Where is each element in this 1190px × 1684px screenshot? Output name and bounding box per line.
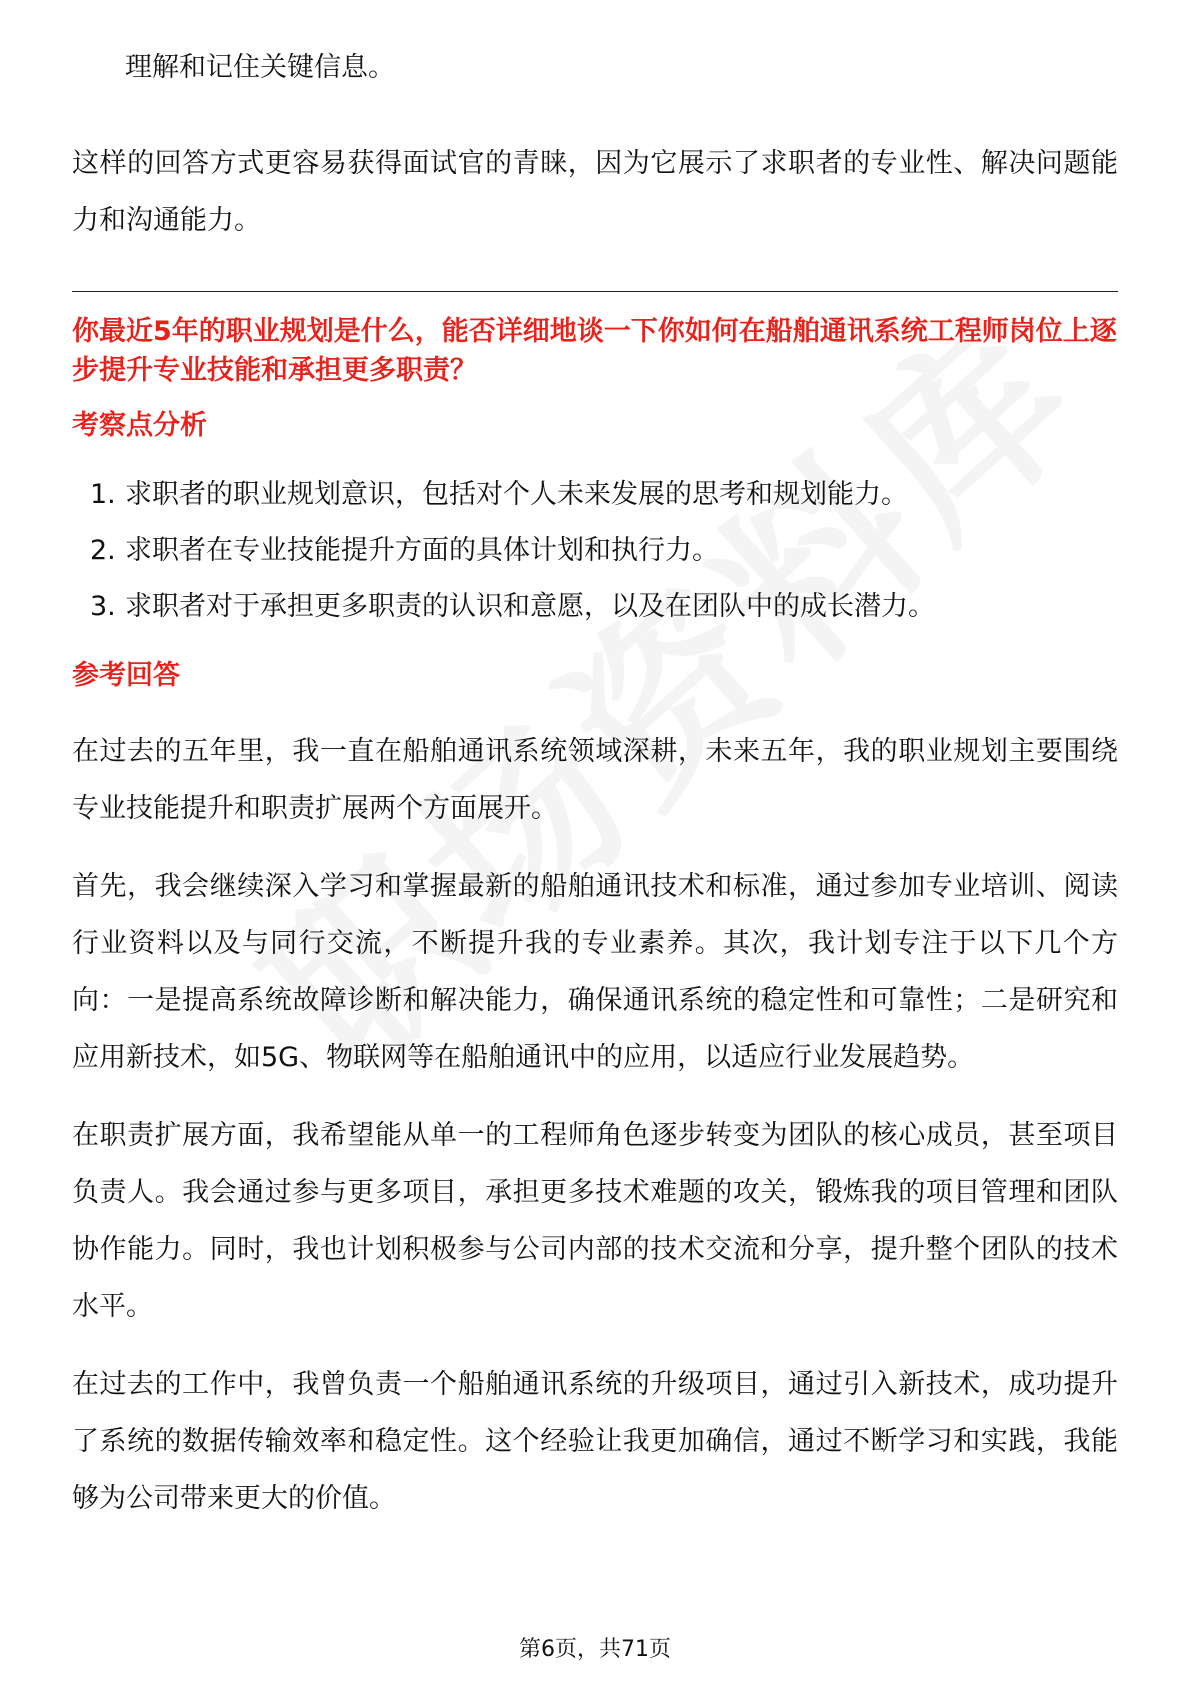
- list-item-text: 求职者的职业规划意识，包括对个人未来发展的思考和规划能力。: [125, 479, 908, 510]
- list-item: [72, 523, 1118, 579]
- page-number-footer: 第6页，共71页: [519, 1637, 671, 1662]
- answer-paragraph: 在职责扩展方面，我希望能从单一的工程师角色逐步转变为团队的核心成员，甚至项目负责人。我会通过参与更多项目，承担更多技术难题的攻关，锻炼我的项目管理和团队协作能力。同时，我也计划积极参与公司内部的技术交流和分享，提升整个团队的技术水平。: [72, 1120, 1118, 1322]
- answer-paragraph: 首先，我会继续深入学习和掌握最新的船舶通讯技术和标准，通过参加专业培训、阅读行业资料以及与同行交流，不断提升我的专业素养。其次，我计划专注于以下几个方向：一是提高系统故障诊断和解决能力，确保通讯系统的稳定性和可靠性；二是研究和应用新技术，如5G、物联网等在船舶通讯中的应用，以适应行业发展趋势。: [72, 871, 1118, 1073]
- list-item-text: 求职者在专业技能提升方面的具体计划和执行力。: [125, 535, 719, 566]
- analysis-points-list: [72, 467, 1118, 635]
- answer-heading: 参考回答: [72, 660, 180, 691]
- list-item: [72, 467, 1118, 523]
- intro-paragraph: 这样的回答方式更容易获得面试官的青睐，因为它展示了求职者的专业性、解决问题能力和沟通能力。: [72, 148, 1118, 236]
- list-item-number: 1.: [90, 479, 116, 510]
- answer-paragraph: 在过去的工作中，我曾负责一个船舶通讯系统的升级项目，通过引入新技术，成功提升了系统的数据传输效率和稳定性。这个经验让我更加确信，通过不断学习和实践，我能够为公司带来更大的价值。: [72, 1369, 1118, 1514]
- list-item-number: 2.: [90, 535, 116, 566]
- analysis-heading: 考察点分析: [72, 410, 207, 441]
- continuation-text: 理解和记住关键信息。: [125, 52, 395, 83]
- answer-paragraph: 在过去的五年里，我一直在船舶通讯系统领域深耕，未来五年，我的职业规划主要围绕专业技能提升和职责扩展两个方面展开。: [72, 736, 1118, 824]
- list-item-text: 求职者对于承担更多职责的认识和意愿，以及在团队中的成长潜力。: [125, 591, 935, 622]
- list-item: [72, 579, 1118, 635]
- page-content: [72, 40, 1118, 1527]
- section-divider: [72, 291, 1118, 292]
- question-heading: 你最近5年的职业规划是什么，能否详细地谈一下你如何在船舶通讯系统工程师岗位上逐步提升专业技能和承担更多职责？: [72, 316, 1117, 386]
- list-item-number: 3.: [90, 591, 116, 622]
